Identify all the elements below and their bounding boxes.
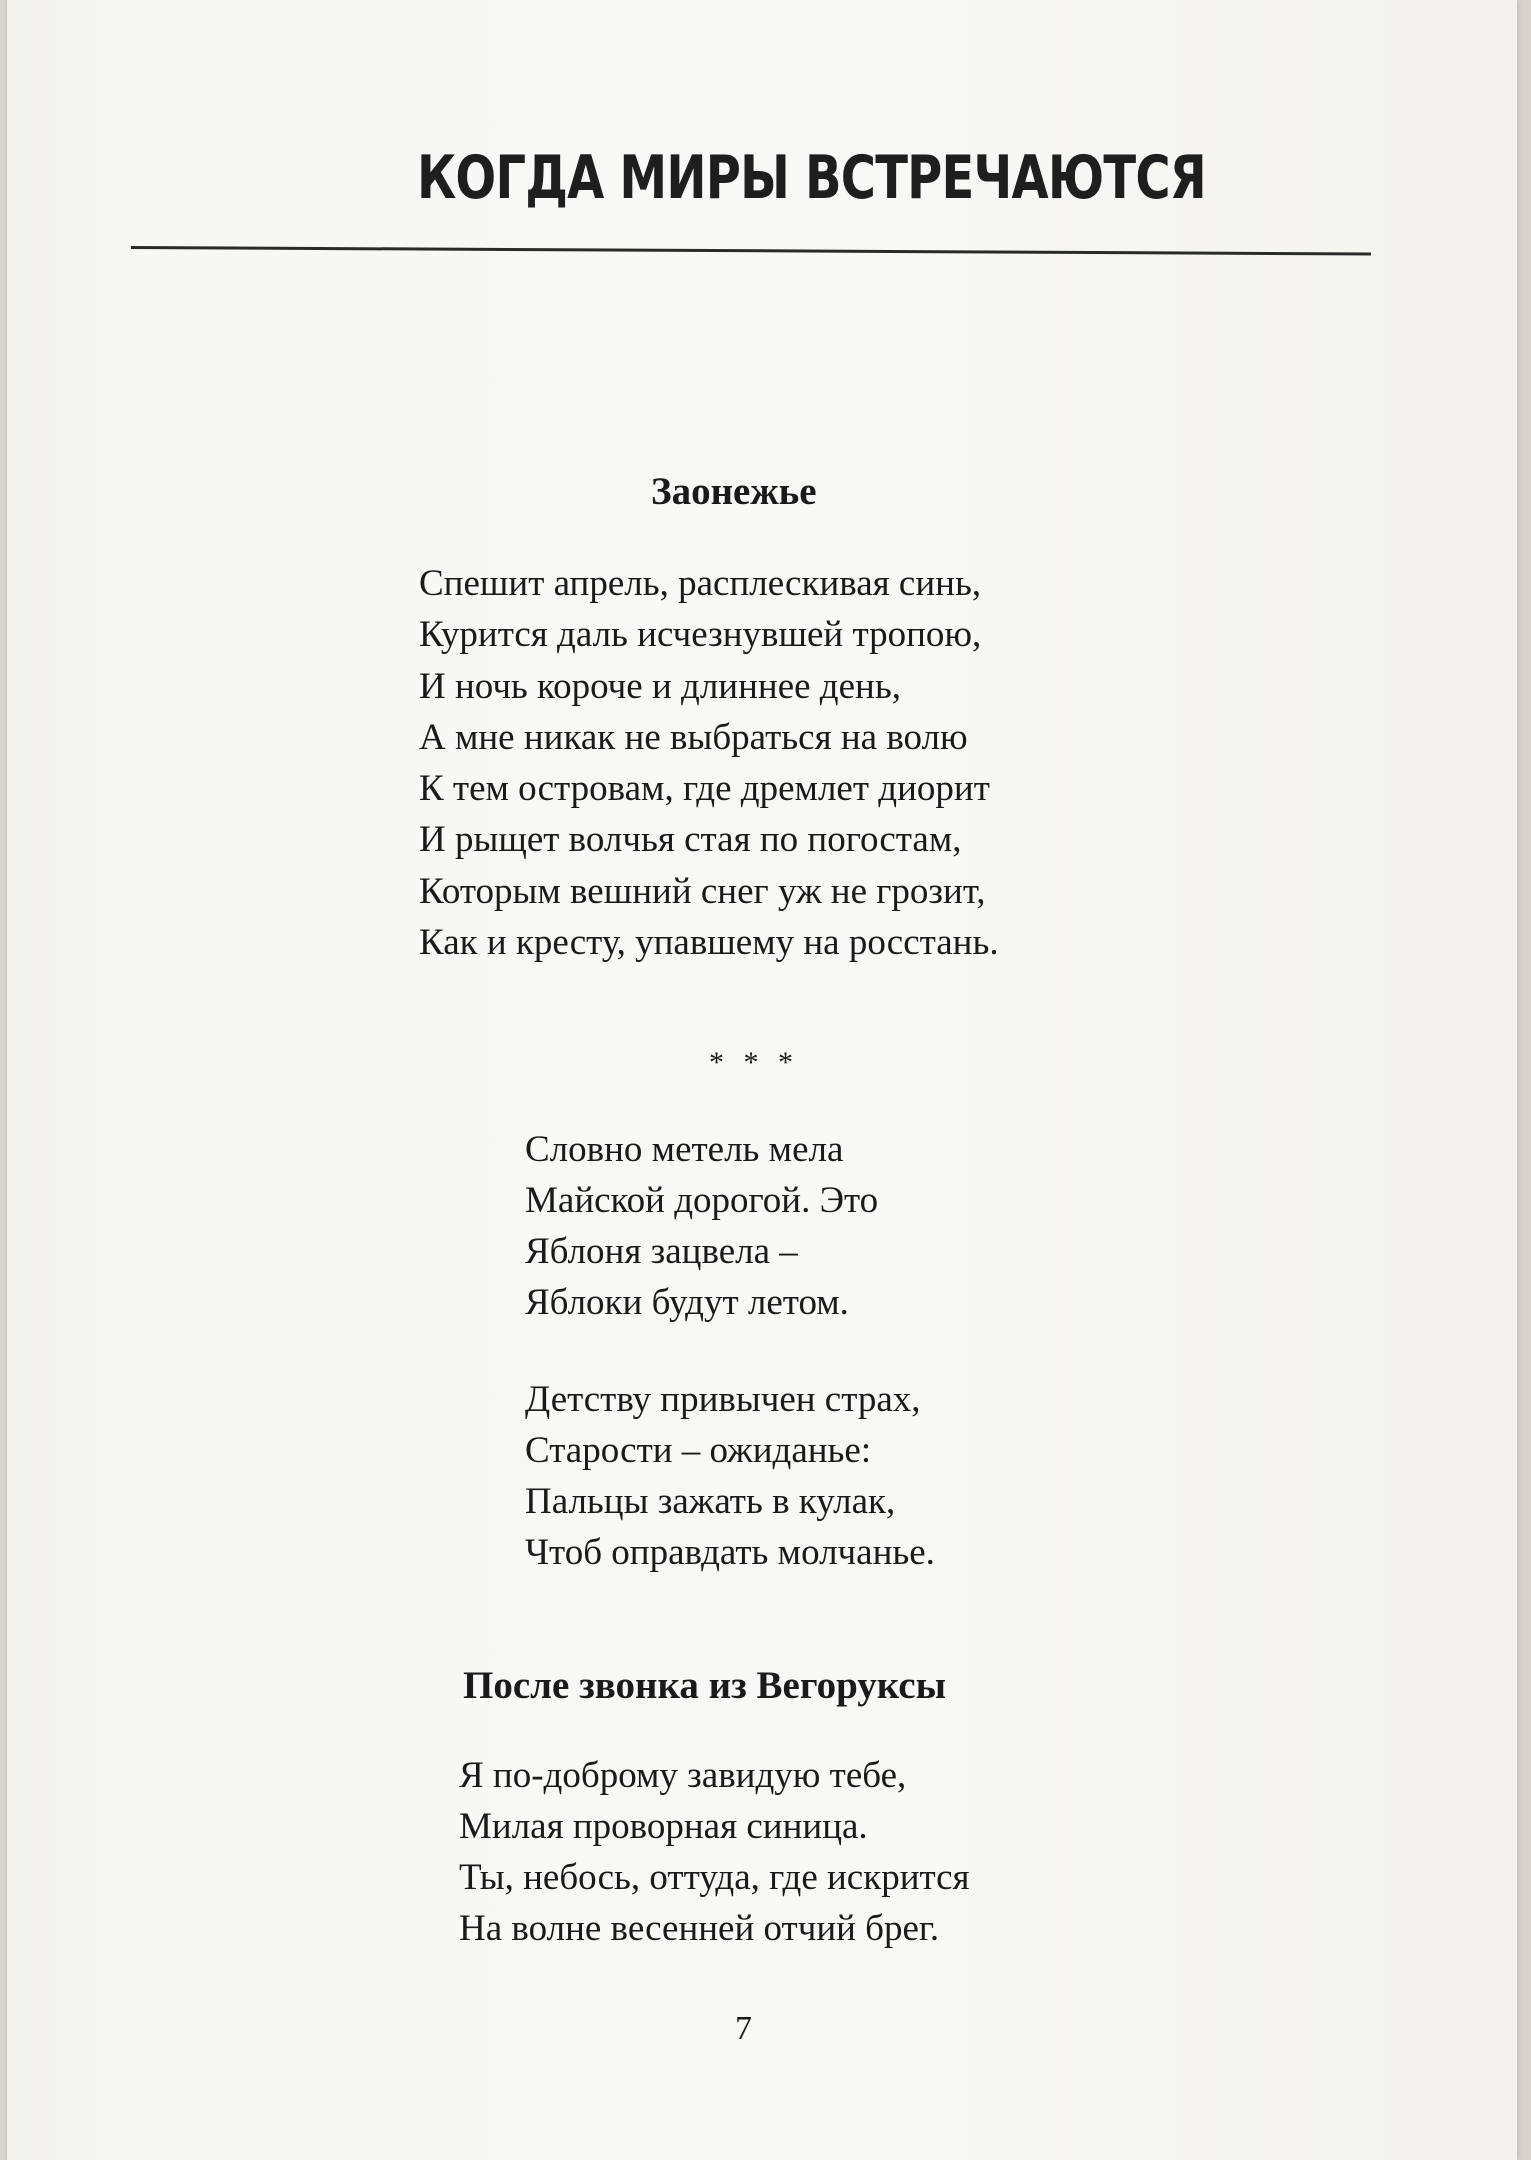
poem-line: Милая проворная синица. — [459, 1806, 868, 1847]
header-rule — [131, 246, 1371, 255]
poem-line: Яблоки будут летом. — [525, 1282, 849, 1323]
poem-line: Старости – ожиданье: — [525, 1430, 872, 1471]
poem-line: Ты, небось, оттуда, где искрится — [459, 1857, 970, 1898]
poem-line: Которым вешний снег уж не грозит, — [419, 870, 986, 912]
poem-title-vegoruksa: После звонка из Вегоруксы — [463, 1664, 947, 1707]
untitled-poem-asterisks: * * * — [709, 1046, 799, 1079]
poem-line: И ночь короче и длиннее день, — [419, 665, 901, 707]
poem-line: А мне никак не выбраться на волю — [419, 716, 968, 758]
untitled-poem-stanza-1 — [525, 1124, 878, 1328]
poem-line: Я по-доброму завидую тебе, — [459, 1755, 907, 1796]
poem-line: И рыщет волчья стая по погостам, — [419, 819, 962, 861]
poem-line: Майской дорогой. Это — [525, 1180, 879, 1221]
poem-line: Яблоня зацвела – — [525, 1231, 798, 1272]
poem-line: Словно метель мела — [525, 1129, 844, 1170]
poem-line: К тем островам, где дремлет диорит — [419, 768, 990, 810]
poem-vegoruksa-stanza — [459, 1750, 970, 1954]
poem-zaonezhye-stanza — [419, 558, 999, 968]
poem-line: Чтоб оправдать молчанье. — [525, 1532, 935, 1573]
poem-line: Курится даль исчезнувшей тропою, — [419, 614, 982, 656]
poem-line: Как и кресту, упавшему на росстань. — [419, 922, 999, 964]
poem-title-zaonezhye: Заонежье — [651, 470, 817, 513]
book-page — [6, 0, 1517, 2160]
page-number: 7 — [735, 2010, 752, 2047]
poem-line: Спешит апрель, расплескивая синь, — [419, 563, 982, 604]
poem-line: Детству привычен страх, — [525, 1379, 921, 1420]
untitled-poem-stanza-2 — [525, 1374, 935, 1578]
poem-line: Пальцы зажать в кулак, — [525, 1481, 896, 1522]
poem-line: На волне весенней отчий брег. — [459, 1908, 940, 1949]
running-header-title: КОГДА МИРЫ ВСТРЕЧАЮТСЯ — [417, 143, 1206, 213]
